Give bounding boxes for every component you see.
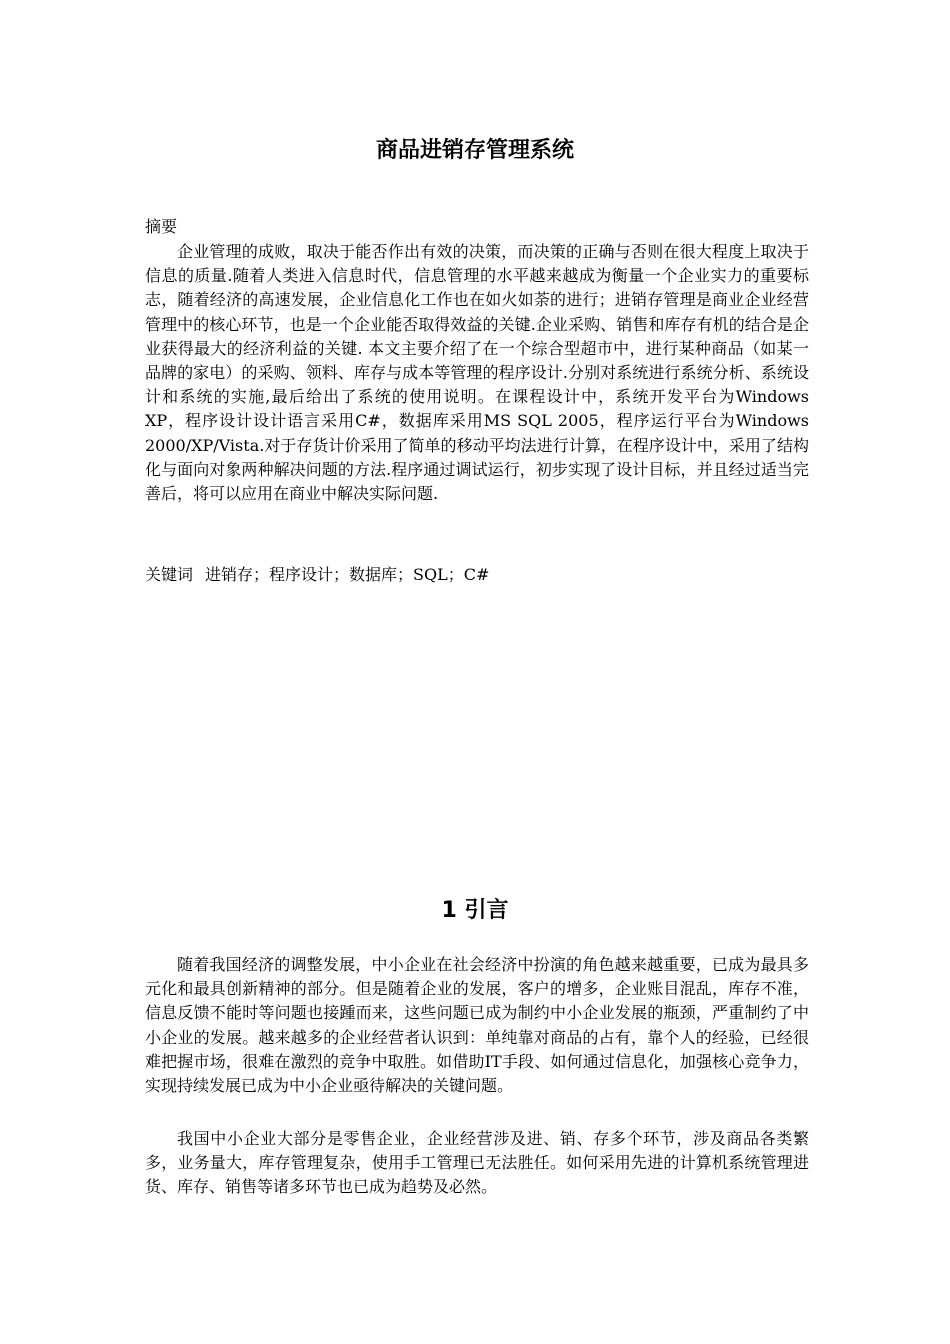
section-heading-introduction: 1 引言 — [441, 898, 509, 923]
keywords-label: 关键词 — [145, 565, 194, 584]
keywords-line — [145, 563, 489, 588]
intro-paragraph: 随着我国经济的调整发展，中小企业在社会经济中扮演的角色越来越重要，已成为最具多元化和最具创新精神的部分。但是随着企业的发展，客户的增多，企业账目混乱，库存不准，信息反馈不能时等问题也接踵而来，这些问题已成为制约中小企业发展的瓶颈，严重制约了中小企业的发展。越来越多的企业经营者认识到：单纯靠对商品的占有，靠个人的经验，已经很难把握市场，很难在激烈的竞争中取胜。如借助IT手段、如何通过信息化，加强核心竞争力，实现持续发展已成为中小企业亟待解决的关键问题。 — [145, 955, 809, 1096]
abstract-heading: 摘要 — [145, 217, 178, 236]
abstract-body: 企业管理的成败，取决于能否作出有效的决策，而决策的正确与否则在很大程度上取决于信息的质量.随着人类进入信息时代，信息管理的水平越来越成为衡量一个企业实力的重要标志，随着经济的高速发展，企业信息化工作也在如火如荼的进行；进销存管理是商业企业经营管理中的核心环节，也是一个企业能否取得效益的关键.企业采购、销售和库存有机的结合是企业获得最大的经济利益的关键. 本文主要介绍了在一个综合型超市中，进行某种商品（如某一品牌的家电）的采购、领料、库存与成本等管理的程序设计.分别对系统进行系统分析、系统设计和系统的实施,最后给出了系统的使用说明。在课程设计中，系统开发平台为Windows XP，程序设计设计语言采用C#，数据库采用MS SQL 2005，程序运行平台为Windows 2000/XP/Vista.对于存货计价采用了简单的移动平均法进行计算，在程序设计中，采用了结构化与面向对象两种解决问题的方法.程序通过调试运行，初步实现了设计目标，并且经过适当完善后，将可以应用在商业中解决实际问题. — [145, 242, 809, 504]
document-title: 商品进销存管理系统 — [375, 138, 574, 163]
intro-paragraph: 我国中小企业大部分是零售企业，企业经营涉及进、销、存多个环节，涉及商品各类繁多，业务量大，库存管理复杂，使用手工管理已无法胜任。如何采用先进的计算机系统管理进货、库存、销售等诸多环节也已成为趋势及必然。 — [145, 1129, 809, 1197]
keywords-value: 进销存；程序设计；数据库；SQL；C# — [205, 565, 490, 584]
